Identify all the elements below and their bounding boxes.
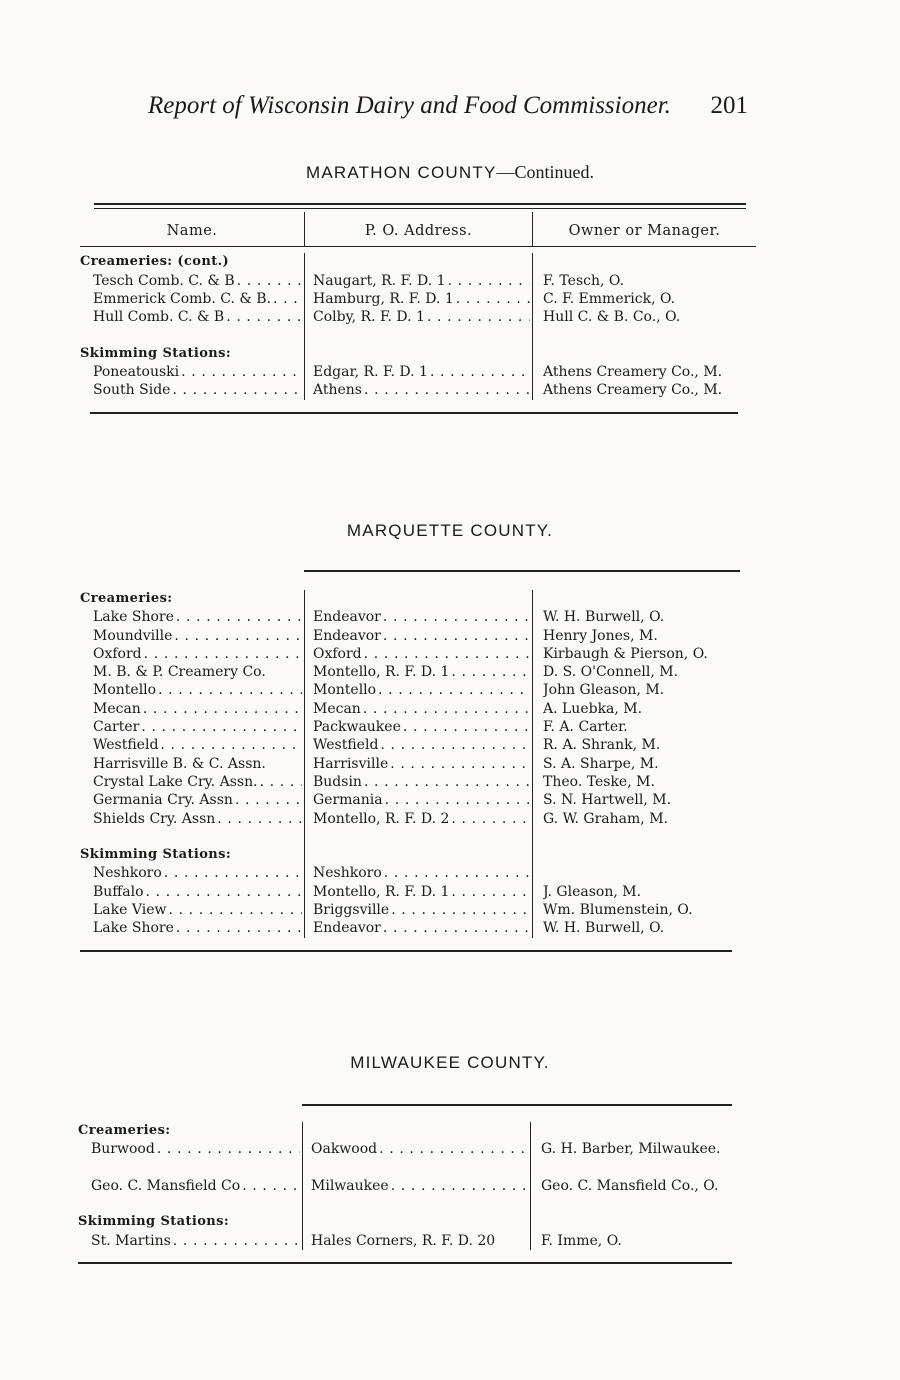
owner-cell: Hull C. & B. Co., O. bbox=[543, 309, 681, 326]
marquette-title: MARQUETTE COUNTY. bbox=[346, 521, 554, 540]
address-cell: Endeavor . . . bbox=[313, 608, 532, 626]
address-cell: Budsin . . . bbox=[313, 773, 532, 791]
marquette-county-heading bbox=[0, 521, 900, 541]
owner-cell: G. W. Graham, M. bbox=[543, 810, 668, 827]
category-label: Creameries: bbox=[78, 1123, 171, 1138]
marquette-bottom-rule bbox=[80, 950, 732, 952]
marathon-address-column bbox=[304, 253, 532, 399]
list-item: Shields Cry. Assn . . . bbox=[80, 810, 304, 828]
owner-cell: J. Gleason, M. bbox=[543, 883, 642, 900]
list-item: Neshkoro . . . bbox=[80, 864, 304, 882]
address-cell: Endeavor . . . bbox=[313, 919, 532, 937]
marathon-bottom-rule bbox=[90, 412, 738, 414]
header-name: Name. bbox=[166, 223, 218, 239]
owner-cell: Geo. C. Mansfield Co., O. bbox=[541, 1177, 719, 1194]
double-rule-bottom bbox=[94, 208, 746, 209]
category-label: Creameries: bbox=[80, 591, 173, 606]
list-item: Poneatouski . . . bbox=[80, 363, 304, 381]
address-cell: Packwaukee . . . bbox=[313, 718, 532, 736]
list-item: Burwood . . . bbox=[78, 1140, 302, 1177]
double-rule-top bbox=[94, 203, 746, 205]
owner-cell: Theo. Teske, M. bbox=[543, 773, 655, 790]
list-item: South Side . . . bbox=[80, 381, 304, 399]
address-cell: Colby, R. F. D. 1 . . . bbox=[313, 308, 532, 326]
running-head-title: Report of Wisconsin Dairy and Food Commissioner. bbox=[148, 92, 671, 119]
list-item: Mecan . . . bbox=[80, 700, 304, 718]
address-cell: Milwaukee . . . bbox=[311, 1177, 530, 1195]
owner-cell: F. Tesch, O. bbox=[543, 272, 625, 289]
category-label: Skimming Stations: bbox=[78, 1214, 230, 1230]
category-label: Creameries: (cont.) bbox=[80, 254, 230, 270]
header-owner-cell bbox=[532, 212, 756, 247]
address-cell: Neshkoro . . . bbox=[313, 864, 532, 882]
owner-cell: Henry Jones, M. bbox=[543, 627, 658, 644]
list-item: Hull Comb. C. & B . . . bbox=[80, 308, 304, 326]
milwaukee-bottom-rule bbox=[78, 1262, 732, 1264]
address-cell: Briggsville . . . bbox=[313, 901, 532, 919]
marathon-name-column bbox=[80, 253, 304, 399]
address-cell: Germania . . . bbox=[313, 791, 532, 809]
category-label: Skimming Stations: bbox=[80, 345, 232, 361]
owner-cell: W. H. Burwell, O. bbox=[543, 920, 665, 937]
list-item: Germania Cry. Assn . . . bbox=[80, 791, 304, 809]
owner-cell: Athens Creamery Co., M. bbox=[543, 382, 723, 399]
milwaukee-table bbox=[78, 1104, 754, 1264]
address-cell: Montello, R. F. D. 1 . . . bbox=[313, 663, 532, 681]
marquette-name-column bbox=[80, 590, 304, 938]
address-cell: Naugart, R. F. D. 1 . . . bbox=[313, 272, 532, 290]
owner-cell: G. H. Barber, Milwaukee. bbox=[541, 1141, 721, 1158]
marathon-owner-column bbox=[532, 253, 756, 399]
marathon-county-heading bbox=[0, 162, 900, 183]
address-cell: Athens . . . bbox=[313, 381, 532, 399]
owner-cell: C. F. Emmerick, O. bbox=[543, 290, 676, 307]
owner-cell bbox=[543, 864, 756, 882]
address-cell: Hamburg, R. F. D. 1 . . . bbox=[313, 290, 532, 308]
list-item: Westfield . . . bbox=[80, 736, 304, 754]
list-item: Carter . . . bbox=[80, 718, 304, 736]
category-label: Skimming Stations: bbox=[80, 847, 232, 863]
address-cell: Edgar, R. F. D. 1 . . . bbox=[313, 363, 532, 381]
list-item: Buffalo . . . bbox=[80, 883, 304, 901]
marathon-table bbox=[80, 212, 756, 414]
owner-cell: Athens Creamery Co., M. bbox=[543, 364, 723, 381]
marathon-body bbox=[80, 247, 756, 411]
owner-cell: R. A. Shrank, M. bbox=[543, 737, 661, 754]
owner-cell: Wm. Blumenstein, O. bbox=[543, 902, 693, 919]
list-item: Lake View . . . bbox=[80, 901, 304, 919]
address-cell: Oakwood . . . bbox=[311, 1140, 530, 1177]
address-cell: Westfield . . . bbox=[313, 736, 532, 754]
running-head bbox=[148, 92, 748, 120]
list-item: St. Martins . . . bbox=[78, 1232, 302, 1250]
header-owner: Owner or Manager. bbox=[568, 223, 721, 239]
marquette-address-column bbox=[304, 590, 532, 938]
marathon-top-rules bbox=[94, 203, 746, 209]
milwaukee-name-column bbox=[78, 1122, 302, 1250]
marathon-title-suffix: —Continued. bbox=[496, 162, 594, 182]
owner-cell: W. H. Burwell, O. bbox=[543, 609, 665, 626]
page-number: 201 bbox=[710, 92, 748, 119]
owner-cell: D. S. O'Connell, M. bbox=[543, 664, 679, 681]
marquette-owner-column bbox=[532, 590, 756, 938]
header-address: P. O. Address. bbox=[364, 223, 473, 239]
marathon-header-row bbox=[80, 212, 756, 247]
marquette-body bbox=[80, 572, 756, 950]
list-item: Lake Shore . . . bbox=[80, 919, 304, 937]
header-address-cell bbox=[304, 212, 532, 247]
address-cell: Montello, R. F. D. 2 . . . bbox=[313, 810, 532, 828]
header-name-cell bbox=[80, 212, 304, 247]
owner-cell: John Gleason, M. bbox=[543, 682, 665, 699]
address-cell: Mecan . . . bbox=[313, 700, 532, 718]
owner-cell: S. A. Sharpe, M. bbox=[543, 755, 659, 772]
address-cell: Harrisville . . . bbox=[313, 755, 532, 773]
list-item: Crystal Lake Cry. Assn. . . . bbox=[80, 773, 304, 791]
milwaukee-title: MILWAUKEE COUNTY. bbox=[350, 1053, 550, 1072]
address-cell: Montello, R. F. D. 1 . . . bbox=[313, 883, 532, 901]
address-cell: Hales Corners, R. F. D. 20 bbox=[311, 1232, 496, 1249]
milwaukee-address-column bbox=[302, 1122, 530, 1250]
list-item: Montello . . . bbox=[80, 681, 304, 699]
list-item: Harrisville B. & C. Assn. bbox=[93, 755, 266, 772]
owner-cell: S. N. Hartwell, M. bbox=[543, 792, 672, 809]
milwaukee-body bbox=[78, 1106, 754, 1262]
owner-cell: Kirbaugh & Pierson, O. bbox=[543, 645, 708, 662]
milwaukee-owner-column bbox=[530, 1122, 754, 1250]
list-item: M. B. & P. Creamery Co. bbox=[93, 664, 266, 681]
list-item: Lake Shore . . . bbox=[80, 608, 304, 626]
list-item: Geo. C. Mansfield Co . . . bbox=[78, 1177, 302, 1195]
list-item: Oxford . . . bbox=[80, 645, 304, 663]
list-item: Tesch Comb. C. & B . . . bbox=[80, 272, 304, 290]
marquette-table bbox=[80, 570, 756, 952]
owner-cell: A. Luebka, M. bbox=[543, 700, 643, 717]
list-item: Emmerick Comb. C. & B. . . . bbox=[80, 290, 304, 308]
owner-cell: F. Imme, O. bbox=[541, 1232, 622, 1249]
address-cell: Oxford . . . bbox=[313, 645, 532, 663]
marathon-title: MARATHON COUNTY bbox=[305, 163, 497, 182]
milwaukee-county-heading bbox=[0, 1053, 900, 1073]
owner-cell: F. A. Carter. bbox=[543, 719, 628, 736]
address-cell: Endeavor . . . bbox=[313, 627, 532, 645]
list-item: Moundville . . . bbox=[80, 627, 304, 645]
address-cell: Montello . . . bbox=[313, 681, 532, 699]
